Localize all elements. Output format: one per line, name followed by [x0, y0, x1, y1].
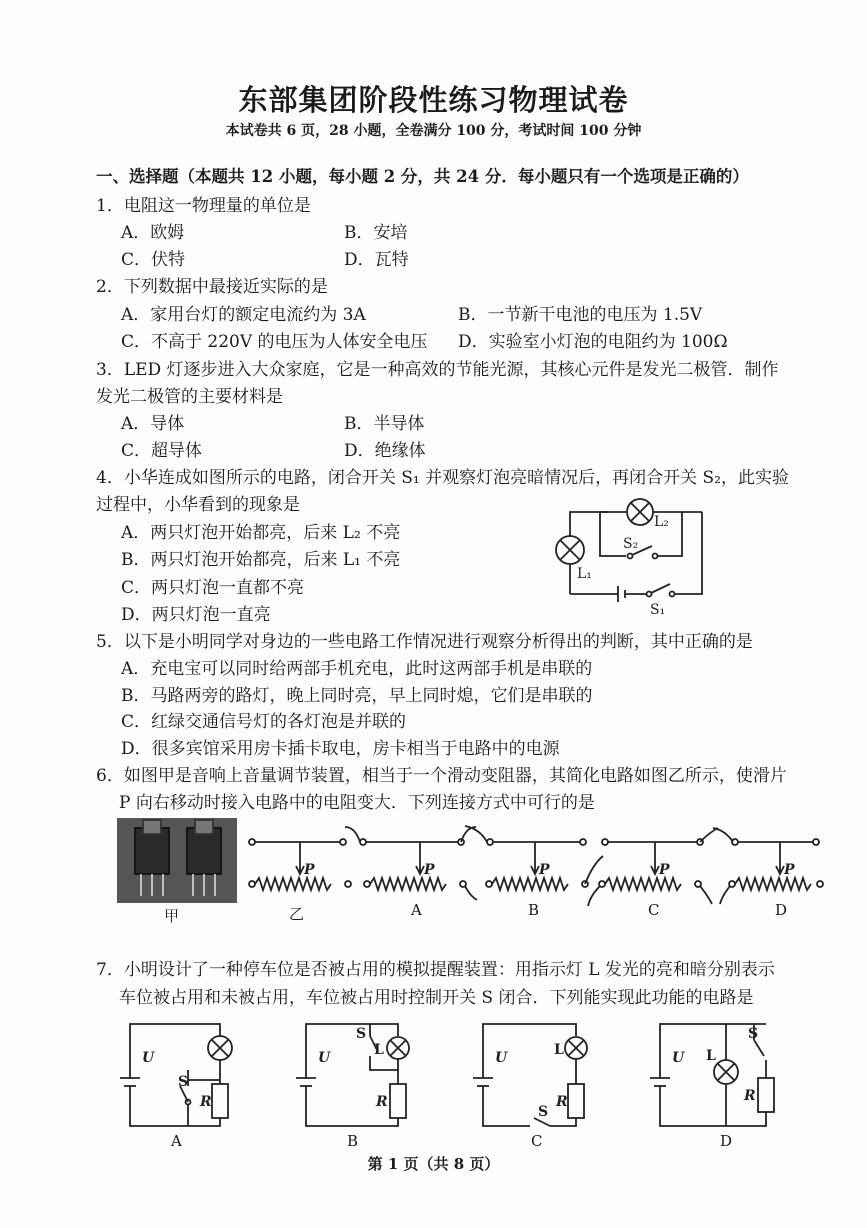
rheostat-d: [713, 828, 823, 904]
q6-fig-label-b: B: [528, 901, 540, 919]
label-l-c: L: [554, 1042, 564, 1058]
question-4-stem-cont: 过程中，小华看到的现象是: [96, 495, 300, 515]
section-heading: 一、选择题（本题共 12 小题，每小题 2 分，共 24 分．每小题只有一个选项是正确的）: [96, 167, 749, 186]
q3-option-b: B．半导体: [344, 414, 425, 434]
q6-fig-label-c: C: [648, 901, 660, 919]
q3-option-a: A．导体: [121, 414, 185, 434]
q7-fig-label-c: C: [531, 1132, 543, 1150]
fig-label-jia: 甲: [164, 907, 180, 925]
question-6-stem: 6．如图甲是音响上音量调节装置，相当于一个滑动变阻器，其简化电路如图乙所示，使滑片: [96, 766, 787, 786]
question-2-stem: 2．下列数据中最接近实际的是: [96, 277, 328, 297]
fig-label-yi: 乙: [289, 905, 305, 923]
label-l-b: L: [374, 1042, 384, 1058]
question-5-stem: 5．以下是小明同学对身边的一些电路工作情况进行观察分析得出的判断，其中正确的是: [96, 632, 753, 652]
q5-option-d: D．很多宾馆采用房卡插卡取电，房卡相当于电路中的电源: [121, 739, 560, 759]
label-s1: S₁: [650, 602, 666, 618]
q6-fig-label-d: D: [775, 901, 788, 919]
label-s-a: S: [178, 1074, 189, 1090]
q2-option-c: C．不高于 220V 的电压为人体安全电压: [121, 332, 428, 352]
q4-option-a: A．两只灯泡开始都亮，后来 L₂ 不亮: [121, 523, 401, 543]
q4-circuit-diagram: [548, 496, 718, 621]
label-s2: S₂: [623, 536, 639, 552]
q2-option-d: D．实验室小灯泡的电阻约为 100Ω: [458, 332, 728, 352]
q1-option-b: B．安培: [344, 223, 408, 243]
rheostat-a: [345, 827, 477, 900]
q5-option-b: B．马路两旁的路灯，晚上同时亮，早上同时熄，它们是串联的: [121, 686, 593, 706]
page-number: 第 1 页（共 8 页）: [367, 1155, 500, 1173]
label-p-yi: P: [304, 862, 315, 878]
q6-fig-label-a: A: [411, 901, 422, 919]
label-s-b: S: [356, 1026, 367, 1042]
rheostat-yi: [249, 839, 351, 890]
label-l1: L₁: [577, 566, 592, 582]
q4-option-d: D．两只灯泡一直亮: [121, 605, 271, 625]
question-7-stem: 7．小明设计了一种停车位是否被占用的模拟提醒装置：用指示灯 L 发光的亮和暗分别表示: [96, 960, 775, 980]
label-r-d: R: [744, 1088, 756, 1104]
circuit-a: [120, 1024, 232, 1126]
q7-fig-label-a: A: [171, 1132, 182, 1150]
volume-knob-photo: [117, 818, 237, 903]
label-u-a: U: [142, 1050, 155, 1066]
question-1-stem: 1．电阻这一物理量的单位是: [96, 196, 311, 216]
q3-option-d: D．绝缘体: [344, 441, 426, 461]
q4-option-b: B．两只灯泡开始都亮，后来 L₁ 不亮: [121, 550, 401, 570]
exam-info: 本试卷共 6 页，28 小题，全卷满分 100 分，考试时间 100 分钟: [225, 123, 642, 139]
q3-option-c: C．超导体: [121, 441, 203, 461]
circuit-c: [473, 1024, 587, 1126]
q7-fig-label-d: D: [720, 1132, 733, 1150]
label-p-d: P: [784, 862, 795, 878]
page-title: 东部集团阶段性练习物理试卷: [238, 83, 629, 117]
label-l2: L₂: [654, 514, 669, 530]
label-u-d: U: [672, 1050, 685, 1066]
q1-option-d: D．瓦特: [344, 250, 409, 270]
circuit-b: [296, 1024, 409, 1126]
question-3-stem: 3．LED 灯逐步进入大众家庭，它是一种高效的节能光源，其核心元件是发光二极管．制作: [96, 360, 779, 380]
question-7-stem-cont: 车位被占用和未被占用，车位被占用时控制开关 S 闭合．下列能实现此功能的电路是: [119, 988, 754, 1008]
label-r-a: R: [200, 1094, 212, 1110]
label-p-b: P: [539, 862, 550, 878]
label-p-a: P: [424, 862, 435, 878]
q2-option-a: A．家用台灯的额定电流约为 3A: [121, 305, 366, 325]
label-s-d: S: [748, 1026, 759, 1042]
q1-option-a: A．欧姆: [121, 223, 185, 243]
question-4-stem: 4．小华连成如图所示的电路，闭合开关 S₁ 并观察灯泡亮暗情况后，再闭合开关 S₂，此实验: [96, 468, 789, 488]
q5-option-a: A．充电宝可以同时给两部手机充电，此时这两部手机是串联的: [121, 659, 593, 679]
label-u-c: U: [495, 1050, 508, 1066]
rheostat-b: [465, 826, 603, 890]
q2-option-b: B．一节新干电池的电压为 1.5V: [458, 305, 703, 325]
question-6-stem-cont: P 向右移动时接入电路中的电阻变大．下列连接方式中可行的是: [119, 793, 595, 813]
q6-rheostat-figures: [245, 822, 835, 932]
q7-fig-label-b: B: [347, 1132, 359, 1150]
q1-option-c: C．伏特: [121, 250, 186, 270]
label-r-c: R: [556, 1094, 568, 1110]
question-3-stem-cont: 发光二极管的主要材料是: [96, 387, 283, 407]
label-s-c: S: [538, 1104, 549, 1120]
q7-circuit-diagrams: [108, 1018, 788, 1138]
label-r-b: R: [376, 1094, 388, 1110]
q4-option-c: C．两只灯泡一直都不亮: [121, 578, 305, 598]
label-u-b: U: [318, 1050, 331, 1066]
q5-option-c: C．红绿交通信号灯的各灯泡是并联的: [121, 712, 407, 732]
label-l-d: L: [706, 1048, 716, 1064]
rheostat-c: [588, 828, 718, 906]
label-p-c: P: [659, 862, 670, 878]
